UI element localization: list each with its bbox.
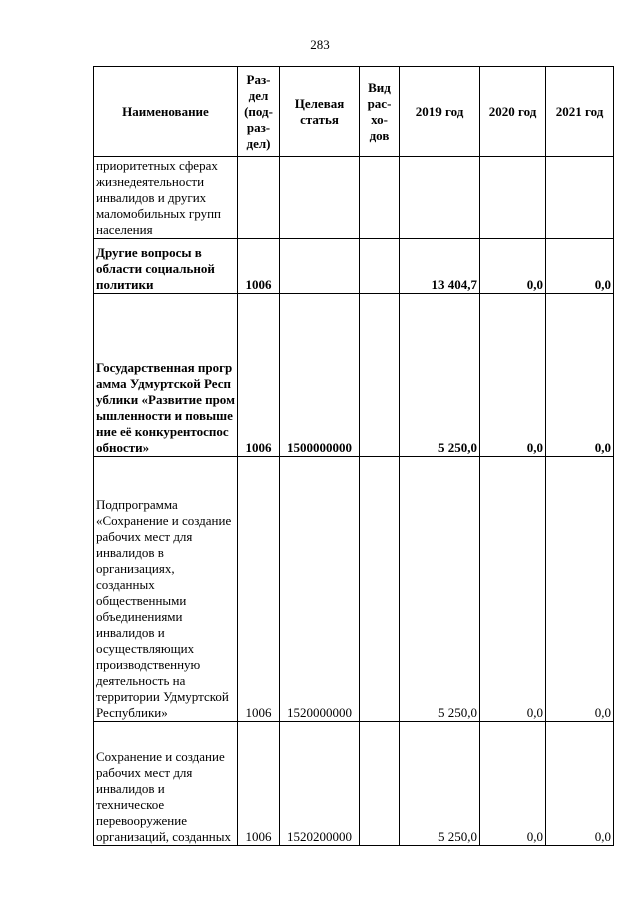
table-header-row	[94, 67, 614, 157]
table-row	[94, 457, 614, 722]
header-name: Наименование	[94, 67, 238, 157]
row-2020: 0,0	[480, 457, 546, 722]
row-2019: 5 250,0	[400, 294, 480, 457]
row-2019: 5 250,0	[400, 722, 480, 846]
table-row	[94, 157, 614, 239]
row-target	[280, 157, 360, 239]
row-section: 1006	[238, 239, 280, 294]
row-name: Другие вопросы в области социальной политики	[94, 239, 238, 294]
row-2021: 0,0	[546, 457, 614, 722]
header-target: Целевая статья	[280, 67, 360, 157]
row-target: 1520000000	[280, 457, 360, 722]
budget-table	[93, 66, 614, 846]
row-2020: 0,0	[480, 294, 546, 457]
row-2020: 0,0	[480, 239, 546, 294]
row-2019: 13 404,7	[400, 239, 480, 294]
row-2021: 0,0	[546, 294, 614, 457]
row-2019	[400, 157, 480, 239]
row-section: 1006	[238, 457, 280, 722]
row-name: Государственная программа Удмуртской Республики «Развитие промышленности и повышение её конкурентоспособности»	[94, 294, 238, 457]
header-2019: 2019 год	[400, 67, 480, 157]
row-name: приоритетных сферах жизнедеятельности инвалидов и других маломобильных групп населения	[94, 157, 238, 239]
row-expense-type	[360, 722, 400, 846]
row-2020: 0,0	[480, 722, 546, 846]
header-section: Раз- дел (под- раз- дел)	[238, 67, 280, 157]
table-row	[94, 294, 614, 457]
row-expense-type	[360, 294, 400, 457]
row-2021: 0,0	[546, 239, 614, 294]
page-number: 283	[310, 37, 330, 52]
row-2021	[546, 157, 614, 239]
row-2020	[480, 157, 546, 239]
table-row	[94, 722, 614, 846]
row-name: Сохранение и создание рабочих мест для инвалидов и техническое перевооружение организаций, созданных	[94, 722, 238, 846]
row-section: 1006	[238, 294, 280, 457]
header-expense-type: Вид рас- хо- дов	[360, 67, 400, 157]
row-expense-type	[360, 239, 400, 294]
row-name: Подпрограмма «Сохранение и создание рабочих мест для инвалидов в организациях, созданных общественными объединениями инвалидов и осуществляющих производственную деятельность на территории Удмуртской Республики»	[94, 457, 238, 722]
row-expense-type	[360, 457, 400, 722]
row-target: 1520200000	[280, 722, 360, 846]
row-section	[238, 157, 280, 239]
header-2021: 2021 год	[546, 67, 614, 157]
row-2021: 0,0	[546, 722, 614, 846]
header-2020: 2020 год	[480, 67, 546, 157]
row-expense-type	[360, 157, 400, 239]
row-section: 1006	[238, 722, 280, 846]
row-target: 1500000000	[280, 294, 360, 457]
table-row	[94, 239, 614, 294]
row-2019: 5 250,0	[400, 457, 480, 722]
row-target	[280, 239, 360, 294]
